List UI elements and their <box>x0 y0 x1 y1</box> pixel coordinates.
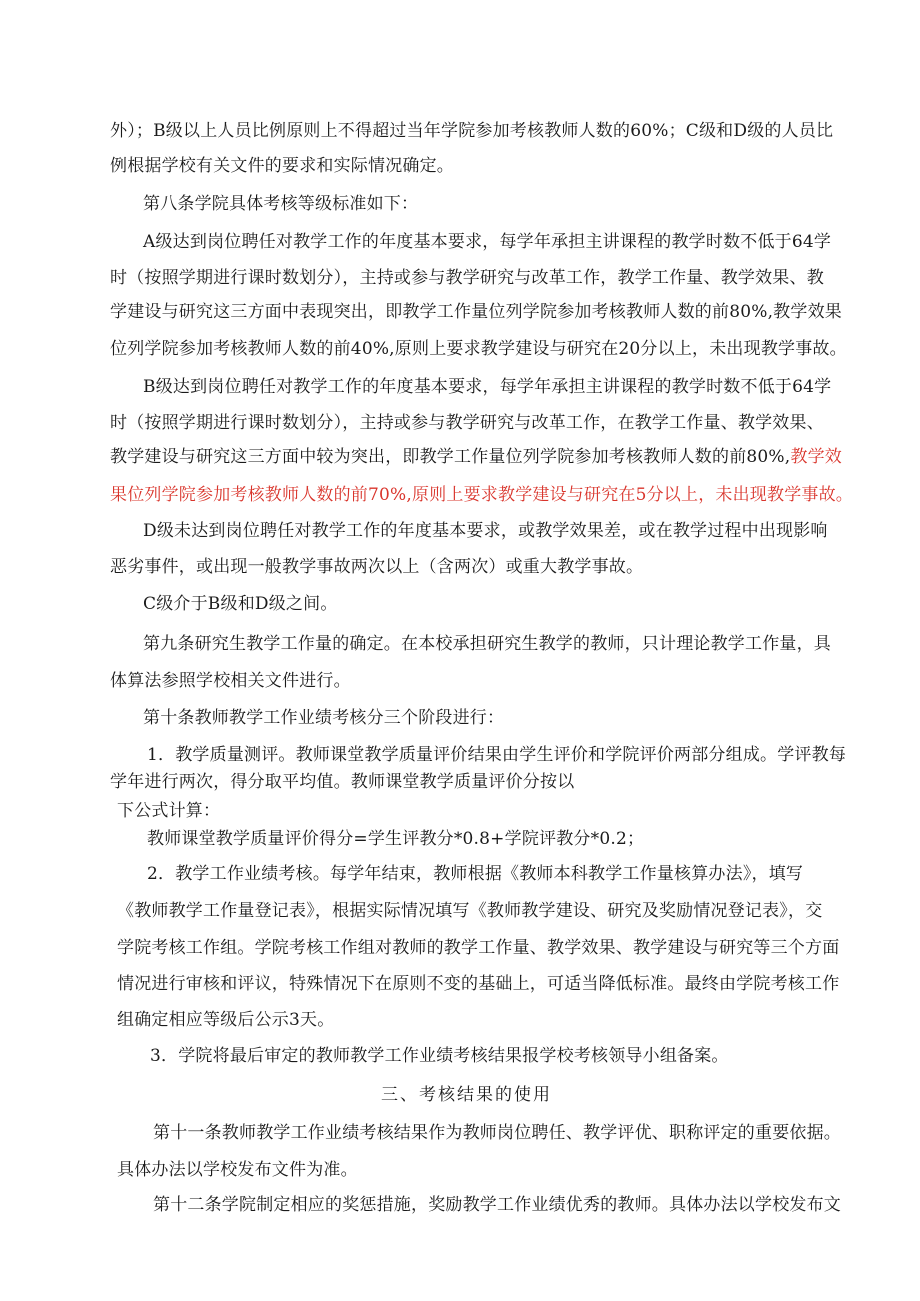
text-line: 2．教学工作业绩考核。每学年结束，教师根据《教师本科教学工作量核算办法》，填写 <box>147 864 804 884</box>
text-line: 时（按照学期进行课时数划分），主持或参与教学研究与改革工作，在教学工作量、教学效果、 <box>110 413 824 433</box>
text-line: 下公式计算： <box>117 801 221 821</box>
text-line: 1．教学质量测评。教师课堂教学质量评价结果由学生评价和学院评价两部分组成。学评教每 <box>147 745 847 765</box>
text-line: 时（按照学期进行课时数划分），主持或参与教学研究与改革工作，教学工作量、教学效果、教 <box>110 268 824 288</box>
text-line: 第九条研究生教学工作量的确定。在本校承担研究生教学的教师，只计理论教学工作量，具 <box>143 634 831 654</box>
text-line: 学建设与研究这三方面中表现突出，即教学工作量位列学院参加考核教师人数的前80%,教学效果 <box>110 302 842 322</box>
text-line: 情况进行审核和评议，特殊情况下在原则不变的基础上，可适当降低标准。最终由学院考核工作 <box>117 974 840 994</box>
text-line: 《教师教学工作量登记表》，根据实际情况填写《教师教学建设、研究及奖励情况登记表》，交 <box>117 901 823 921</box>
formula-line: 教师课堂教学质量评价得分=学生评教分*0.8+学院评教分*0.2； <box>147 829 645 849</box>
text-line: 第十条教师教学工作业绩考核分三个阶段进行： <box>143 708 505 728</box>
text-line: B级达到岗位聘任对教学工作的年度基本要求，每学年承担主讲课程的教学时数不低于64学 <box>143 377 832 397</box>
text-line: 恶劣事件，或出现一般教学事故两次以上（含两次）或重大教学事故。 <box>110 557 644 577</box>
text-line: 具体办法以学校发布文件为准。 <box>117 1160 358 1180</box>
text-line: C级介于B级和D级之间。 <box>143 594 338 614</box>
text-line: D级未达到岗位聘任对教学工作的年度基本要求，或教学效果差，或在教学过程中出现影响 <box>143 521 828 541</box>
highlighted-text: 教学效 <box>790 447 842 467</box>
text-line: 学院考核工作组。学院考核工作组对教师的教学工作量、教学效果、教学建设与研究等三个方面 <box>117 938 840 958</box>
text-line: 位列学院参加考核教师人数的前40%,原则上要求教学建设与研究在20分以上，未出现教学事故。 <box>110 339 847 359</box>
text-line: 外）；B级以上人员比例原则上不得超过当年学院参加考核教师人数的60%；C级和D级的人员比 <box>110 121 834 141</box>
text-line: 3．学院将最后审定的教师教学工作业绩考核结果报学校考核领导小组备案。 <box>150 1046 729 1066</box>
text-segment: 教学建设与研究这三方面中较为突出，即教学工作量位列学院参加考核教师人数的前80%, <box>110 447 791 467</box>
text-line: 第十二条学院制定相应的奖惩措施，奖励教学工作业绩优秀的教师。具体办法以学校发布文 <box>153 1195 841 1215</box>
text-line: 学年进行两次，得分取平均值。教师课堂教学质量评价分按以 <box>110 772 575 792</box>
text-line: 组确定相应等级后公示3天。 <box>117 1010 335 1030</box>
text-line: 第十一条教师教学工作业绩考核结果作为教师岗位聘任、教学评优、职称评定的重要依据。 <box>153 1123 841 1143</box>
text-line <box>110 446 842 468</box>
highlighted-text-line: 果位列学院参加考核教师人数的前70%,原则上要求教学建设与研究在5分以上，未出现教学事故。 <box>110 485 854 505</box>
text-line: A级达到岗位聘任对教学工作的年度基本要求，每学年承担主讲课程的教学时数不低于64学 <box>143 232 832 252</box>
section-heading: 三、考核结果的使用 <box>381 1085 552 1105</box>
text-line: 例根据学校有关文件的要求和实际情况确定。 <box>110 156 454 176</box>
text-line: 第八条学院具体考核等级标准如下： <box>143 194 419 214</box>
text-line: 体算法参照学校相关文件进行。 <box>110 671 351 691</box>
